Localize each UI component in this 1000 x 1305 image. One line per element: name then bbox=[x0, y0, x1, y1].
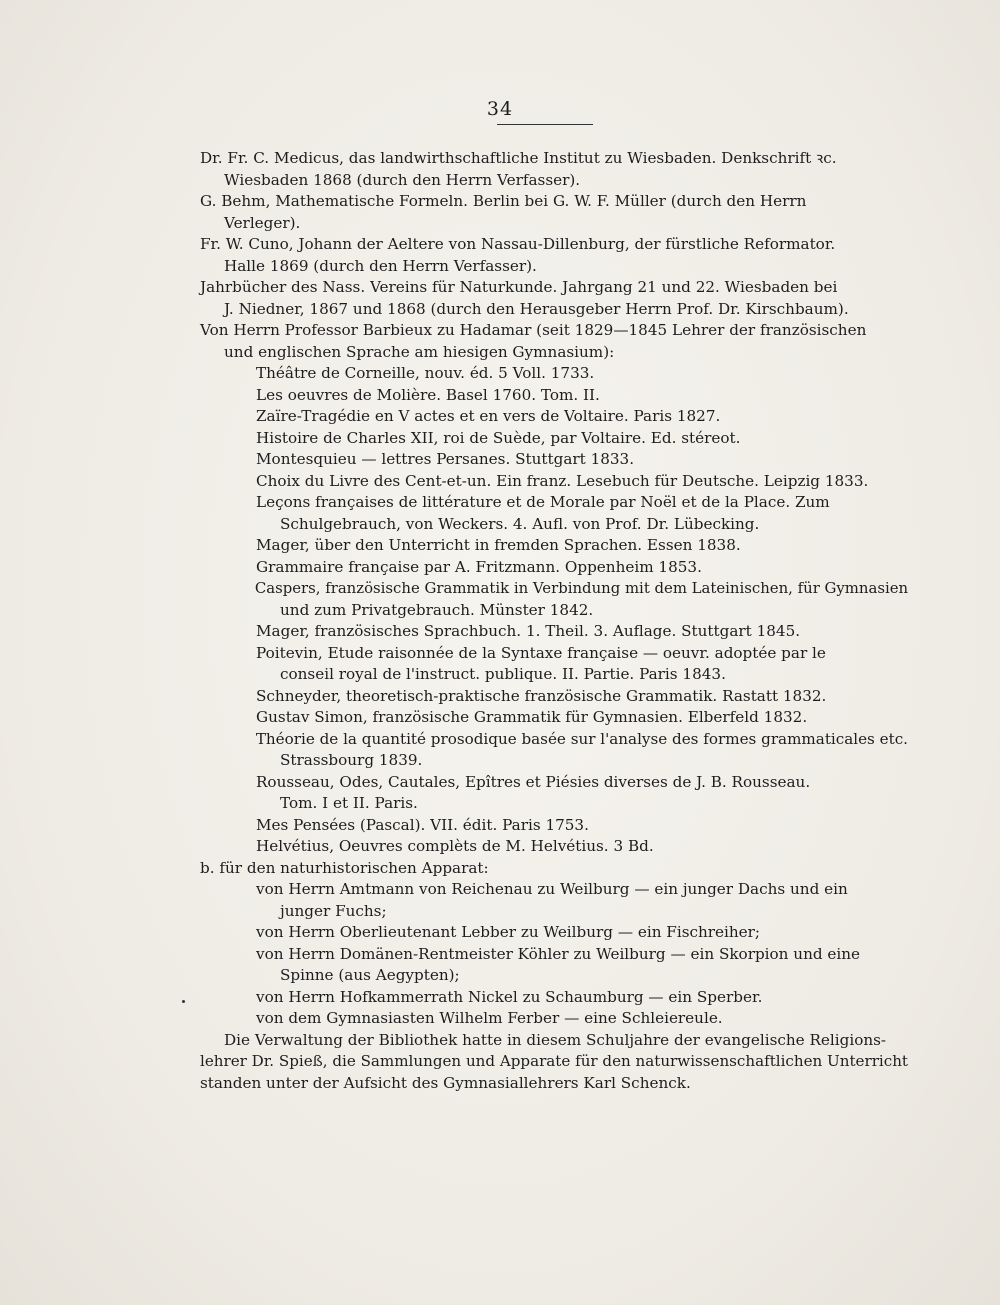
text-line: von Herrn Domänen-Rentmeister Köhler zu Weilburg — ein Skorpion und eine bbox=[256, 944, 861, 963]
text-line: Tom. I et II. Paris. bbox=[280, 794, 418, 812]
text-line: lehrer Dr. Spieß, die Sammlungen und Apparate für den naturwissenschaftlichen Unterricht bbox=[200, 1052, 909, 1070]
text-line: J. Niedner, 1867 und 1868 (durch den Herausgeber Herrn Prof. Dr. Kirschbaum). bbox=[224, 299, 849, 318]
text-line: von dem Gymnasiasten Wilhelm Ferber — eine Schleiereule. bbox=[256, 1009, 723, 1027]
margin-mark bbox=[182, 1000, 185, 1003]
text-line: Mager, französisches Sprachbuch. 1. Theil. 3. Auflage. Stuttgart 1845. bbox=[256, 622, 801, 640]
text-line: Théâtre de Corneille, nouv. éd. 5 Voll. 1733. bbox=[256, 364, 595, 382]
text-line: und zum Privatgebrauch. Münster 1842. bbox=[280, 600, 594, 619]
text-line: Leçons françaises de littérature et de Morale par Noël et de la Place. Zum bbox=[256, 493, 830, 511]
text-line: von Herrn Hofkammerrath Nickel zu Schaumburg — ein Sperber. bbox=[256, 987, 763, 1006]
text-line: Spinne (aus Aegypten); bbox=[280, 966, 460, 984]
text-line: Rousseau, Odes, Cautales, Epîtres et Piésies diverses de J. B. Rousseau. bbox=[256, 772, 811, 791]
text-line: Mes Pensées (Pascal). VII. édit. Paris 1753. bbox=[256, 815, 589, 834]
text-line: Les oeuvres de Molière. Basel 1760. Tom. II. bbox=[256, 385, 600, 404]
text-line: Caspers, französische Grammatik in Verbindung mit dem Lateinischen, für Gymnasien bbox=[254, 579, 909, 597]
text-line: Poitevin, Etude raisonnée de la Syntaxe française — oeuvr. adoptée par le bbox=[256, 643, 826, 662]
text-line: Zaïre-Tragédie en V actes et en vers de Voltaire. Paris 1827. bbox=[256, 407, 721, 425]
text-line: Dr. Fr. C. Medicus, das landwirthschaftliche Institut zu Wiesbaden. Denkschrift ꝛc. bbox=[200, 149, 837, 167]
text-line: Von Herrn Professor Barbieux zu Hadamar (seit 1829—1845 Lehrer der französischen bbox=[200, 321, 867, 339]
text-line: Wiesbaden 1868 (durch den Herrn Verfasser). bbox=[224, 170, 581, 189]
text-line: junger Fuchs; bbox=[280, 901, 387, 920]
page-number: 34 bbox=[486, 98, 514, 120]
text-line: und englischen Sprache am hiesigen Gymnasium): bbox=[224, 342, 615, 361]
body-text bbox=[200, 148, 908, 1094]
text-line: Strassbourg 1839. bbox=[280, 751, 423, 769]
text-line: conseil royal de l'instruct. publique. II. Partie. Paris 1843. bbox=[280, 665, 726, 683]
text-line: Verleger). bbox=[224, 213, 301, 232]
text-line: Gustav Simon, französische Grammatik für Gymnasien. Elberfeld 1832. bbox=[256, 708, 808, 726]
text-line: Fr. W. Cuno, Johann der Aeltere von Nassau-Dillenburg, der fürstliche Reformator. bbox=[200, 235, 836, 253]
text-line: standen unter der Aufsicht des Gymnasiallehrers Karl Schenck. bbox=[200, 1073, 691, 1092]
text-line: Choix du Livre des Cent-et-un. Ein franz. Lesebuch für Deutsche. Leipzig 1833. bbox=[256, 471, 869, 490]
text-line: Jahrbücher des Nass. Vereins für Naturkunde. Jahrgang 21 und 22. Wiesbaden bei bbox=[200, 278, 838, 296]
text-line: b. für den naturhistorischen Apparat: bbox=[200, 858, 489, 877]
text-line: Théorie de la quantité prosodique basée sur l'analyse des formes grammaticales etc. bbox=[255, 729, 908, 748]
page-number-rule bbox=[497, 124, 593, 125]
text-line: Montesquieu — lettres Persanes. Stuttgart 1833. bbox=[256, 450, 635, 468]
text-line: von Herrn Oberlieutenant Lebber zu Weilburg — ein Fischreiher; bbox=[256, 923, 761, 941]
text-line: von Herrn Amtmann von Reichenau zu Weilburg — ein junger Dachs und ein bbox=[256, 880, 848, 898]
text-line: G. Behm, Mathematische Formeln. Berlin bei G. W. F. Müller (durch den Herrn bbox=[200, 192, 807, 210]
text-line: Halle 1869 (durch den Herrn Verfasser). bbox=[224, 256, 537, 275]
text-line: Histoire de Charles XII, roi de Suède, par Voltaire. Ed. stéreot. bbox=[256, 428, 741, 447]
text-line: Mager, über den Unterricht in fremden Sprachen. Essen 1838. bbox=[256, 536, 741, 554]
text-line: Grammaire française par A. Fritzmann. Oppenheim 1853. bbox=[256, 557, 702, 576]
text-line: Die Verwaltung der Bibliothek hatte in diesem Schuljahre der evangelische Religions- bbox=[224, 1030, 887, 1049]
text-line: Schneyder, theoretisch-praktische französische Grammatik. Rastatt 1832. bbox=[256, 686, 827, 705]
text-line: Helvétius, Oeuvres complèts de M. Helvétius. 3 Bd. bbox=[256, 837, 654, 855]
text-line: Schulgebrauch, von Weckers. 4. Aufl. von Prof. Dr. Lübecking. bbox=[280, 514, 760, 533]
